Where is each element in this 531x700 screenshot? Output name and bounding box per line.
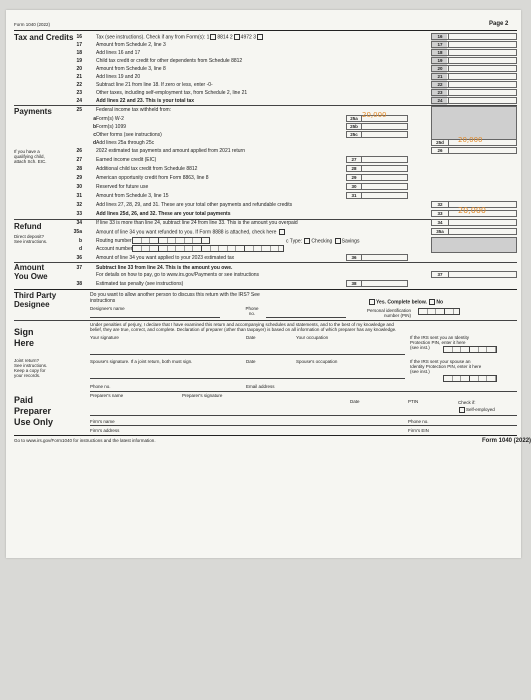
perjury-statement: Under penalties of perjury, I declare that I have examined this return and accompanying schedules and statements, and to the best of my knowledge and belief, they are true, correct, and complete. Declaration of preparer (other than taxpayer) is based on all information of which preparer has any knowledge.: [90, 322, 397, 332]
line-16-label: Tax (see instructions). Check if any from Form(s): 1 8814 2 4972 3: [96, 34, 264, 40]
designee-pin-field[interactable]: [418, 308, 460, 315]
firm-address-label: Firm's address: [90, 428, 120, 433]
account-number-field[interactable]: [132, 245, 284, 252]
line-36-amount[interactable]: 36: [346, 254, 408, 261]
line-31-label: Amount from Schedule 3, line 15: [96, 193, 169, 199]
your-signature-label: Your signature: [90, 335, 119, 340]
line-25c-amount[interactable]: 25c: [346, 131, 408, 138]
line-21-amount[interactable]: 21: [431, 73, 517, 80]
line-37-details: For details on how to pay, go to www.irs.gov/Payments or see instructions: [96, 272, 260, 278]
line-18-amount[interactable]: 18: [431, 49, 517, 56]
your-signature-field[interactable]: [90, 341, 236, 353]
phone-label: Phone no.: [90, 384, 111, 389]
firm-name-label: Firm's name: [90, 419, 115, 424]
date-label: Date: [246, 335, 256, 340]
ip-pin-note: If the IRS sent you an Identity Protection PIN, enter it here (see inst.): [410, 335, 470, 350]
line-32-amount[interactable]: 32: [431, 201, 517, 208]
line-25a-label: Form(s) W-2: [96, 116, 124, 122]
line-25c-label: Other forms (see instructions): [96, 132, 162, 138]
checkbox-other[interactable]: [257, 34, 263, 40]
third-party-question: Do you want to allow another person to discuss this return with the IRS? See instructions: [90, 292, 260, 304]
line-17-amount[interactable]: 17: [431, 41, 517, 48]
designee-phone-label: Phone no.: [245, 306, 259, 316]
section-paid-preparer: Paid Preparer Use Only: [14, 395, 54, 427]
line-28-amount[interactable]: 28: [346, 165, 408, 172]
line-33-amount[interactable]: 33: [431, 210, 517, 217]
line-27-amount[interactable]: 27: [346, 156, 408, 163]
line-29-label: American opportunity credit from Form 8863, line 8: [96, 175, 209, 181]
line-22-label: Subtract line 21 from line 18. If zero or less, enter -0-: [96, 82, 213, 88]
preparer-check-if: Check if: Self-employed: [458, 400, 495, 412]
line-26-label: 2022 estimated tax payments and amount applied from 2021 return: [96, 148, 245, 154]
form-8888-checkbox[interactable]: [279, 229, 285, 235]
line-16-amount[interactable]: 16: [431, 33, 517, 40]
ptin-label: PTIN: [408, 399, 419, 404]
line-38-label: Estimated tax penalty (see instructions): [96, 281, 184, 287]
savings-checkbox[interactable]: [335, 238, 341, 244]
section-amount-owe: Amount You Owe: [14, 263, 48, 281]
line-28-label: Additional child tax credit from Schedule 8812: [96, 166, 198, 172]
your-ip-pin-field[interactable]: [443, 346, 497, 353]
third-party-no-checkbox[interactable]: [429, 299, 435, 305]
form-1040-page-2: Form 1040 (2022) Page 2 Tax and Credits 16 Tax (see instructions). Check if any from Form(s): 1 8814 2 4972 3 16 17 Amount from Schedule 2, line 3 17 18 Add lines 16 and 17 18 19 Child tax credit or credit for other dependents from Schedule 8812 19 20 Amount from Schedule 3, line 8 20 21 Add lines 19 and 20 21 22 Subtract line 21 from line 18. If zero or less, enter -0- 22 23 Other taxes, including self-employment tax, from Schedule 2, line 21 23 24 Add lines 22 and 23. This is your total tax 24 Payments 25 Federal income tax withheld from: a Form(s) W-2 25a 20,000 b Form(s) 1099 25b c Other forms (see instructions) 25c d Add lines 25a through 25c 25d 20,000 If you have a qualifying child, attach Sch. EIC. 26 2022 estimated tax payments and amount applied from 2021 return 26 27 Earned income credit (EIC) 27 28 Additional child tax credit from Schedule 8812 28 29 American opportunity credit from Form 8863, line 8 29 30 Reserved for future use 30 31 Amount from Schedule 3, line 15 31 32 Add lines 27, 28, 29, and 31. These are your total other payments and refundable credits 32 33 Add lines 25d, 26, and 32. These are your total payments 33 20,000 Refund 34 If line 33 is more than line 24, subtract line 24 from line 33. This is the amount you overpaid 34 35a Amount of line 34 you want refunded to you. If Form 8888 is attached, check here 35a Direct deposit? See instructions. b Routing number c Type: Checking Savings d Account number 36 Amount of line 34 you want applied to your 2023 estimated tax 36 Amount You Owe 37 Subtract line 33 from line 24. This is the amount you owe. For details on how to pay, go to www.irs.gov/Payments or see instructions 37 38 Estimated tax penalty (see instructions) 38 Third Party Designee Do you want to allow another person to discuss this return with the IRS? See instructions Yes. Complete below. No Designee's name Phone no. Personal identification number (PIN) Sign Here Under penalties of perjury, I declare that I have examined this return and accompanying schedules and statements, and to the best of my knowledge and belief, they are true, correct, and complete. Declaration of preparer (other than taxpayer) is based on all information of which preparer has any knowledge. Your signature Date Your occupation If the IRS sent you an Identity Protection PIN, enter it here (see inst.) Joint return? See instructions. Keep a copy for your records. Spouse's signature. If a joint return, both must sign. Date Spouse's occupation If the IRS sent your spouse an Identity Protection PIN, enter it here (see inst.) Phone no. Email address Paid Preparer Use Only Preparer's name Preparer's signature Date PTIN Check if: Self-employed Firm's name Phone no. Firm's address Firm's EIN Go to www.irs.gov/Form1040 for instructions and the latest information. Form 1040 (2022): [6, 10, 521, 558]
handwritten-33: 20,000: [458, 206, 486, 215]
designee-name-label: Designee's name: [90, 306, 125, 311]
spouse-date-label: Date: [246, 359, 256, 364]
email-label: Email address: [246, 384, 275, 389]
designee-pin-label: Personal identification number (PIN): [366, 308, 411, 318]
direct-deposit-note: Direct deposit? See instructions.: [14, 234, 48, 244]
checkbox-4972[interactable]: [234, 34, 240, 40]
line-25-label: Federal income tax withheld from:: [96, 107, 172, 113]
account-type: c Type: Checking Savings: [286, 238, 360, 245]
line-21-label: Add lines 19 and 20: [96, 74, 141, 80]
line-34-label: If line 33 is more than line 24, subtract line 24 from line 33. This is the amount you overpaid: [96, 220, 298, 226]
line-29-amount[interactable]: 29: [346, 174, 408, 181]
line-22-amount[interactable]: 22: [431, 81, 517, 88]
account-number-label: Account number: [96, 246, 133, 252]
line-25d-amount[interactable]: 25d: [431, 139, 517, 146]
checkbox-8814[interactable]: [210, 34, 216, 40]
line-25b-label: Form(s) 1099: [96, 124, 127, 130]
third-party-yes-checkbox[interactable]: [369, 299, 375, 305]
line-25b-amount[interactable]: 25b: [346, 123, 408, 130]
footer-form-id: Form 1040 (2022): [482, 438, 531, 444]
line-20-label: Amount from Schedule 3, line 8: [96, 66, 166, 72]
line-30-label: Reserved for future use: [96, 184, 149, 190]
line-36-label: Amount of line 34 you want applied to your 2023 estimated tax: [96, 255, 235, 261]
routing-number-label: Routing number: [96, 238, 132, 244]
form-id: Form 1040 (2022): [14, 22, 51, 27]
firm-phone-label: Phone no.: [408, 419, 429, 424]
eic-side-note: If you have a qualifying child, attach Sch. EIC.: [14, 149, 47, 164]
line-35a-amount[interactable]: 35a: [431, 228, 517, 235]
line-34-amount[interactable]: 34: [431, 219, 517, 226]
line-30-amount[interactable]: 30: [346, 183, 408, 190]
line-32-label: Add lines 27, 28, 29, and 31. These are your total other payments and refundable credits: [96, 202, 293, 208]
line-37-label: Subtract line 33 from line 24. This is the amount you owe.: [96, 265, 233, 271]
page-number: Page 2: [489, 21, 509, 27]
spouse-signature-field[interactable]: [90, 365, 236, 377]
line-35a-label: Amount of line 34 you want refunded to you. If Form 8888 is attached, check here: [96, 229, 286, 235]
preparer-signature-label: Preparer's signature: [182, 393, 223, 398]
footer-link[interactable]: Go to www.irs.gov/Form1040 for instructions and the latest information.: [14, 438, 156, 443]
third-party-yes: Yes. Complete below. No: [368, 299, 443, 305]
line-25a-amount[interactable]: 25a: [346, 115, 408, 122]
line-24-amount[interactable]: 24: [431, 97, 517, 104]
line-19-label: Child tax credit or credit for other dependents from Schedule 8812: [96, 58, 243, 64]
routing-number-field[interactable]: [132, 237, 210, 244]
handwritten-25a: 20,000: [362, 111, 387, 119]
handwritten-25d: 20,000: [458, 136, 483, 144]
line-24-label: Add lines 22 and 23. This is your total tax: [96, 98, 195, 104]
preparer-name-field[interactable]: [90, 400, 340, 414]
section-payments: Payments: [14, 107, 52, 116]
firm-ein-label: Firm's EIN: [408, 428, 429, 433]
checking-checkbox[interactable]: [304, 238, 310, 244]
joint-return-note: Joint return? See instructions. Keep a copy for your records.: [14, 358, 48, 378]
line-27-label: Earned income credit (EIC): [96, 157, 157, 163]
line-23-label: Other taxes, including self-employment tax, from Schedule 2, line 21: [96, 90, 248, 96]
section-refund: Refund: [14, 222, 42, 231]
line-25d-label: Add lines 25a through 25c: [96, 140, 155, 146]
spouse-ip-pin-field[interactable]: [443, 375, 497, 382]
your-occupation-label: Your occupation: [296, 335, 329, 340]
section-tax-credits: Tax and Credits: [14, 33, 74, 42]
line-33-label: Add lines 25d, 26, and 32. These are your total payments: [96, 211, 231, 217]
line-23-amount[interactable]: 23: [431, 89, 517, 96]
line-20-amount[interactable]: 20: [431, 65, 517, 72]
section-third-party: Third Party Designee: [14, 291, 57, 309]
spouse-signature-label: Spouse's signature. If a joint return, both must sign.: [90, 359, 193, 364]
preparer-name-label: Preparer's name: [90, 393, 124, 398]
self-employed-checkbox[interactable]: [459, 407, 465, 413]
line-18-label: Add lines 16 and 17: [96, 50, 141, 56]
line-37-amount[interactable]: 37: [431, 271, 517, 278]
line-31-amount[interactable]: 31: [346, 192, 408, 199]
line-26-amount[interactable]: 26: [431, 147, 517, 154]
spouse-ip-pin-note: If the IRS sent your spouse an Identity Protection PIN, enter it here (see inst.): [410, 359, 482, 374]
line-17-label: Amount from Schedule 2, line 3: [96, 42, 166, 48]
spouse-occupation-label: Spouse's occupation: [296, 359, 338, 364]
section-sign: Sign Here: [14, 327, 35, 348]
line-38-amount[interactable]: 38: [346, 280, 408, 287]
preparer-date-label: Date: [350, 399, 360, 404]
line-19-amount[interactable]: 19: [431, 57, 517, 64]
